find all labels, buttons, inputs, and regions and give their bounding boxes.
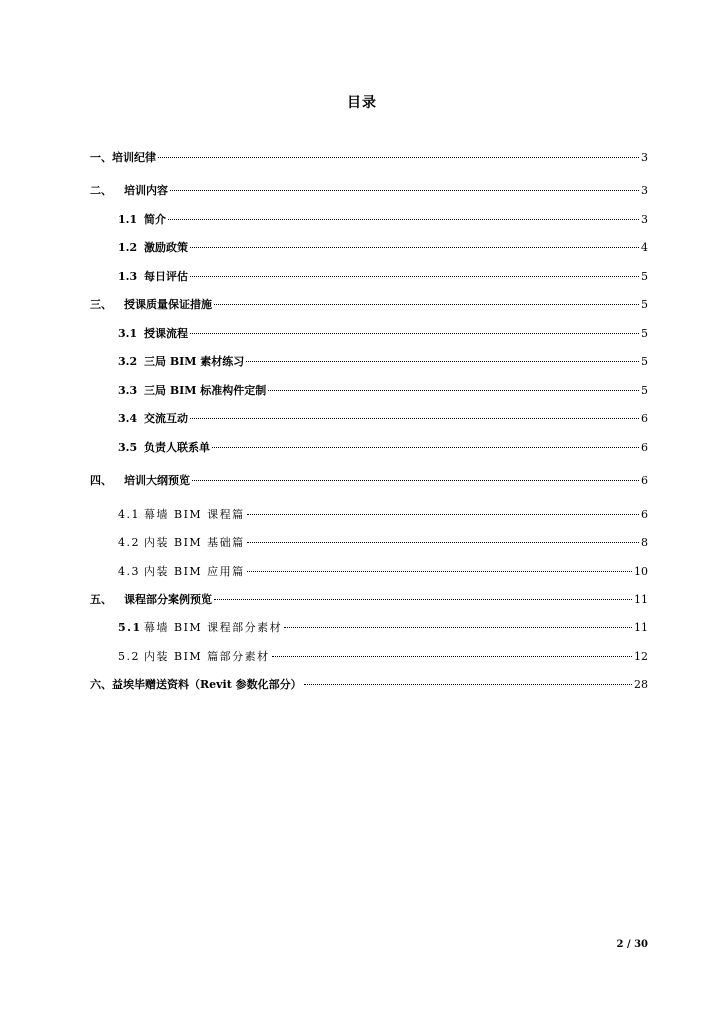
toc-entry-page: 6	[641, 508, 648, 521]
toc-entry-page: 3	[641, 184, 648, 197]
toc-entry-2[interactable]	[90, 184, 648, 198]
toc-entry-title: 授课流程	[144, 327, 188, 340]
toc-entry-3-4[interactable]	[118, 412, 648, 426]
toc-entry-number: 五、	[90, 593, 112, 606]
toc-entry-title: 内装 BIM 应用篇	[144, 565, 245, 578]
toc-entry-3-2[interactable]	[118, 355, 648, 369]
toc-leader-dots	[192, 480, 639, 481]
toc-leader-dots	[168, 219, 639, 220]
toc-entry-number: 1.2	[118, 241, 138, 254]
toc-entry-title: 培训内容	[124, 184, 168, 197]
toc-entry-5-2[interactable]	[118, 650, 648, 664]
toc-entry-number: 3.4	[118, 412, 138, 425]
toc-entry-number: 三、	[90, 298, 112, 311]
toc-entry-title: 授课质量保证措施	[124, 298, 212, 311]
toc-leader-dots	[284, 627, 632, 628]
toc-entry-number: 1.3	[118, 270, 138, 283]
toc-entry-4-1[interactable]	[118, 508, 648, 522]
toc-entry-page: 10	[634, 565, 648, 578]
toc-entry-page: 6	[641, 441, 648, 454]
toc-entry-number: 5.2	[118, 650, 140, 663]
toc-entry-page: 3	[641, 213, 648, 226]
toc-entry-4[interactable]	[90, 474, 648, 488]
toc-entry-page: 5	[641, 384, 648, 397]
toc-entry-4-3[interactable]	[118, 565, 648, 579]
toc-entry-title: 每日评估	[144, 270, 188, 283]
toc-leader-dots	[214, 304, 639, 305]
toc-entry-title: 交流互动	[144, 412, 188, 425]
toc-entry-5-1[interactable]	[118, 621, 648, 635]
toc-entry-page: 5	[641, 355, 648, 368]
toc-entry-5[interactable]	[90, 593, 648, 607]
toc-leader-dots	[190, 333, 639, 334]
toc-entry-number: 二、	[90, 184, 112, 197]
toc-entry-title: 内装 BIM 基础篇	[144, 536, 245, 549]
toc-entry-2-3[interactable]	[118, 270, 648, 284]
toc-leader-dots	[268, 390, 639, 391]
toc-leader-dots	[190, 247, 639, 248]
toc-entry-title: 内装 BIM 篇部分素材	[144, 650, 270, 663]
toc-entry-4-2[interactable]	[118, 536, 648, 550]
toc-leader-dots	[214, 599, 632, 600]
toc-entry-title: 激励政策	[144, 241, 188, 254]
toc-leader-dots	[158, 157, 639, 158]
toc-entry-6[interactable]	[90, 678, 648, 692]
toc-entry-number: 1.1	[118, 213, 138, 226]
toc-entry-number: 4.3	[118, 565, 140, 578]
toc-entry-page: 5	[641, 327, 648, 340]
page-indicator: 2 / 30	[616, 939, 648, 950]
toc-entry-number: 4.1	[118, 508, 140, 521]
toc-entry-page: 11	[634, 621, 648, 634]
toc-entry-3-1[interactable]	[118, 327, 648, 341]
toc-entry-number: 5.1	[118, 621, 142, 634]
toc-leader-dots	[247, 571, 632, 572]
toc-entry-title: 简介	[144, 213, 166, 226]
toc-leader-dots	[170, 190, 639, 191]
toc-entry-page: 6	[641, 412, 648, 425]
toc-leader-dots	[304, 684, 632, 685]
toc-leader-dots	[247, 514, 639, 515]
toc-entry-page: 5	[641, 270, 648, 283]
toc-leader-dots	[247, 542, 639, 543]
toc-title: 目录	[347, 95, 377, 111]
toc-entry-title: 幕墙 BIM 课程部分素材	[144, 621, 283, 634]
toc-entry-number: 3.1	[118, 327, 138, 340]
toc-entry-title: 负责人联系单	[144, 441, 210, 454]
toc-entry-3-5[interactable]	[118, 441, 648, 455]
toc-entry-1[interactable]	[90, 151, 648, 165]
toc-entry-3[interactable]	[90, 298, 648, 312]
toc-entry-page: 6	[641, 474, 648, 487]
toc-entry-number: 四、	[90, 474, 112, 487]
toc-entry-page: 8	[641, 536, 648, 549]
toc-entry-number: 3.5	[118, 441, 138, 454]
toc-entry-title: 课程部分案例预览	[124, 593, 212, 606]
toc-entry-title: 培训大纲预览	[124, 474, 190, 487]
toc-entry-title: 益埃毕赠送资料（Revit 参数化部分）	[112, 678, 302, 691]
toc-entry-page: 28	[634, 678, 648, 691]
toc-entry-number: 3.3	[118, 384, 138, 397]
toc-entry-number: 4.2	[118, 536, 140, 549]
toc-entry-number: 3.2	[118, 355, 138, 368]
toc-entry-3-3[interactable]	[118, 384, 648, 398]
toc-leader-dots	[190, 418, 639, 419]
toc-entry-number: 一、	[90, 151, 112, 164]
toc-entry-page: 11	[634, 593, 648, 606]
toc-entry-page: 5	[641, 298, 648, 311]
toc-entry-page: 3	[641, 151, 648, 164]
toc-entry-page: 4	[641, 241, 648, 254]
toc-entry-title: 幕墙 BIM 课程篇	[144, 508, 245, 521]
toc-entry-number: 六、	[90, 678, 112, 691]
toc-entry-title: 三局 BIM 标准构件定制	[144, 384, 267, 397]
toc-leader-dots	[190, 276, 639, 277]
toc-entry-title: 三局 BIM 素材练习	[144, 355, 245, 368]
toc-entry-2-1[interactable]	[118, 213, 648, 227]
toc-leader-dots	[272, 656, 632, 657]
toc-entry-2-2[interactable]	[118, 241, 648, 255]
toc-entry-title: 培训纪律	[112, 151, 156, 164]
toc-entry-page: 12	[634, 650, 648, 663]
toc-leader-dots	[246, 361, 639, 362]
toc-leader-dots	[212, 447, 639, 448]
